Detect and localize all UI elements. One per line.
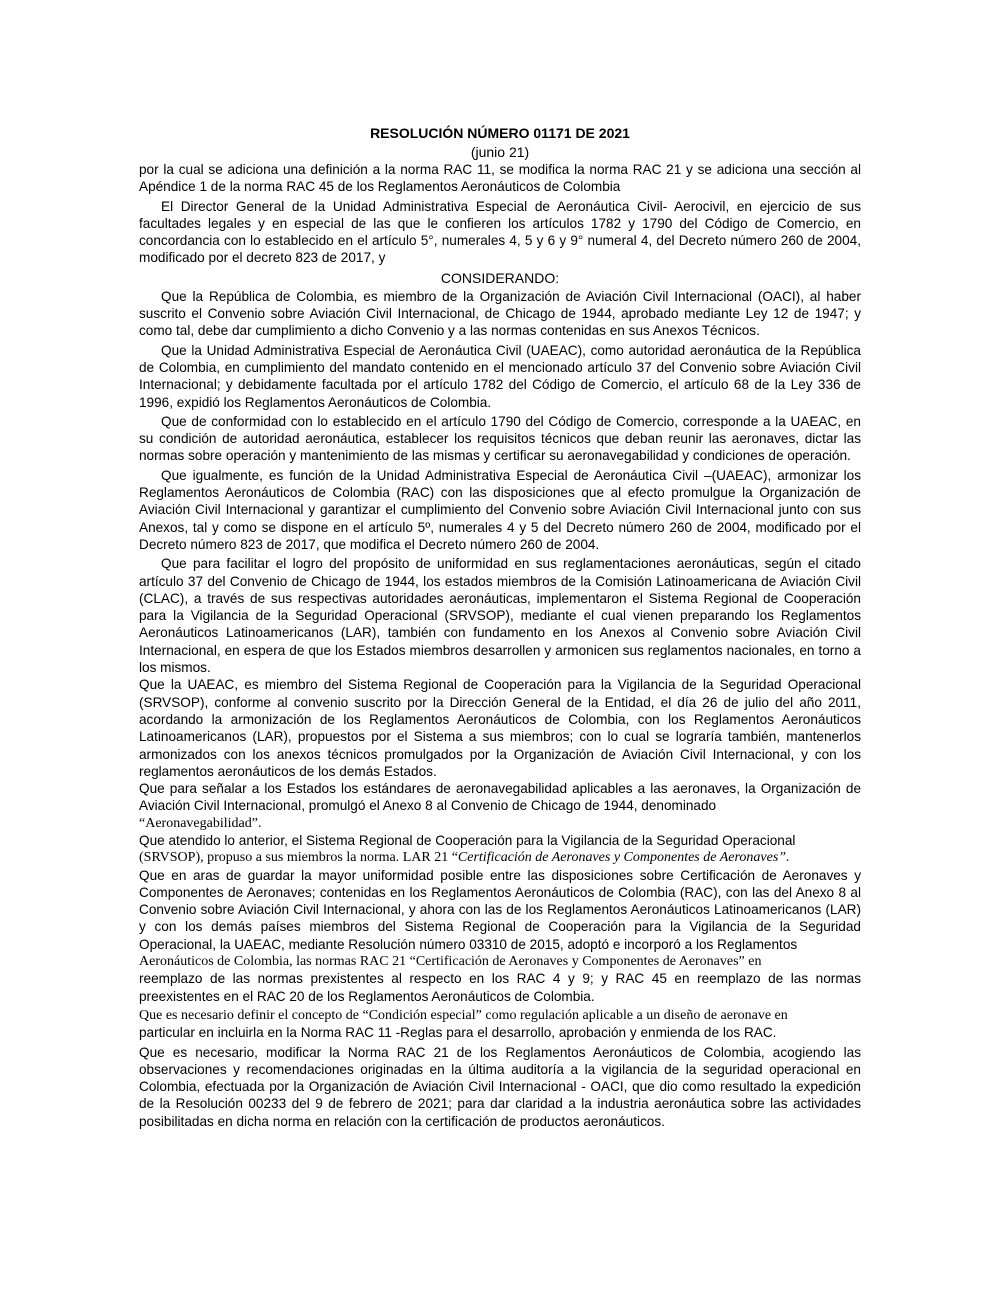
considerando-paragraph-5: Que para facilitar el logro del propósito de uniformidad en sus reglamentaciones aeronáuticas, según el citado artículo 37 del Convenio de Chicago de 1944, los estados miembros de la Comisión Latinoamericana de Aviación Civil (CLAC), a través de sus respectivas autoridades aeronáuticas, implementaron el Sistema Regional de Cooperación para la Vigilancia de la Seguridad Operacional (SRVSOP), mediante el cual vienen preparando los Reglamentos Aeronáuticos Latinoamericanos (LAR), también con fundamento en los Anexos al Convenio sobre Aviación Civil Internacional, en espera de que los Estados miembros desarrollen y armonicen sus reglamentos nacionales, en torno a los mismos. [139,556,861,676]
considerando-paragraph-4: Que igualmente, es función de la Unidad Administrativa Especial de Aeronáutica Civil –(UAEAC), armonizar los Reglamentos Aeronáuticos de Colombia (RAC) con las disposiciones que al efecto promulgue la Organización de Aviación Civil Internacional y garantizar el cumplimiento del Convenio sobre Aviación Civil Internacional junto con sus Anexos, tal y como se dispone en el artículo 5º, numerales 4 y 5 del Decreto número 260 de 2004, modificado por el Decreto número 823 de 2017, que modifica el Decreto número 260 de 2004. [139,467,861,552]
considerando-paragraph-3: Que de conformidad con lo establecido en el artículo 1790 del Código de Comercio, corresponde a la UAEAC, en su condición de autoridad aeronáutica, establecer los requisitos técnicos que deban reunir las aeronaves, dictar las normas sobre operación y mantenimiento de las mismas y certificar su aeronavegabilidad y condiciones de operación. [139,413,861,464]
resolution-title: RESOLUCIÓN NÚMERO 01171 DE 2021 [370,125,630,141]
considerando-paragraph-7: Que para señalar a los Estados los estándares de aeronavegabilidad aplicables a las aeronaves, la Organización de Aviación Civil Internacional, promulgó el Anexo 8 al Convenio de Chicago de 1944, denominado [139,781,861,814]
lar21-title: Certificación de Aeronaves y Componentes de Aeronaves”. [457,850,790,866]
considerando-paragraph-2: Que la Unidad Administrativa Especial de Aeronáutica Civil (UAEAC), como autoridad aeronáutica de la República de Colombia, en cumplimiento del mandato contenido en el mencionado artículo 37 del Convenio sobre Aviación Civil Internacional; y debidamente facultada por el artículo 1782 del Código de Comercio, el artículo 68 de la Ley 336 de 1996, expidió los Reglamentos Aeronáuticos de Colombia. [139,342,861,410]
considerando-paragraph-1: Que la República de Colombia, es miembro de la Organización de Aviación Civil Internacional (OACI), al haber suscrito el Convenio sobre Aviación Civil Internacional, de Chicago de 1944, aprobado mediante Ley 12 de 1947; y como tal, debe dar cumplimiento a dicho Convenio y a las normas contenidas en sus Anexos Técnicos. [139,288,861,339]
preamble-paragraph: El Director General de la Unidad Administrativa Especial de Aeronáutica Civil- Aerocivil, en ejercicio de sus facultades legales y en especial de las que le confieren los artículos 1782 y 1790 del Código de Comercio, en concordancia con lo establecido en el artículo 5°, numerales 4, 5 y 6 y 9° numeral 4, del Decreto número 260 de 2004, modificado por el decreto 823 de 2017, y [139,198,861,266]
considerando-paragraph-10: Que es necesario definir el concepto de “Condición especial” como regulación aplicable a un diseño de aeronave en [139,1007,788,1023]
considerando-paragraph-8-end [139,849,861,866]
considerando-paragraph-8: Que atendido lo anterior, el Sistema Regional de Cooperación para la Vigilancia de la Seguridad Operacional [139,832,796,848]
considerando-paragraph-6: Que la UAEAC, es miembro del Sistema Regional de Cooperación para la Vigilancia de la Seguridad Operacional (SRVSOP), conforme al convenio suscrito por la Dirección General de la Entidad, el día 26 de julio del año 2011, acordando la armonización de los Reglamentos Aeronáuticos de Colombia, con los Reglamentos Aeronáuticos Latinoamericanos (LAR), propuestos por el Sistema a sus miembros; con lo cual se lograría también, mantenerlos armonizados con los anexos técnicos promulgados por la Organización de Aviación Civil Internacional, y con los reglamentos aeronáuticos de los demás Estados. [139,677,861,779]
considerando-paragraph-7-end: “Aeronavegabilidad”. [139,815,262,831]
considerando-paragraph-11: Que es necesario, modificar la Norma RAC 21 de los Reglamentos Aeronáuticos de Colombia, acogiendo las observaciones y recomendaciones originadas en la última auditoría a la vigilancia de la seguridad operacional en Colombia, efectuada por la Organización de Aviación Civil Internacional - OACI, que dio como resultado la expedición de la Resolución 00233 del 9 de febrero de 2021; para dar claridad a la industria aeronáutica sobre las actividades posibilitadas en dicha norma en relación con la certificación de productos aeronáuticos. [139,1044,861,1129]
considerando-paragraph-9-serif-line: Aeronáuticos de Colombia, las normas RAC 21 “Certificación de Aeronaves y Componentes de Aeronaves” en [139,954,762,970]
lar21-intro: (SRVSOP), propuso a sus miembros la norma. LAR 21 “ [139,850,458,866]
document-body [139,124,861,1130]
considerando-paragraph-9: Que en aras de guardar la mayor uniformidad posible entre las disposiciones sobre Certificación de Aeronaves y Componentes de Aeronaves; contenidas en los Reglamentos Aeronáuticos de Colombia (RAC), con las del Anexo 8 al Convenio sobre Aviación Civil Internacional, y ahora con las de los Reglamentos Aeronáuticos Latinoamericanos (LAR) y con los demás países miembros del Sistema Regional de Cooperación para la Vigilancia de la Seguridad Operacional, la UAEAC, mediante Resolución número 03310 de 2015, adoptó e incorporó a los Reglamentos [139,867,861,952]
considerando-paragraph-9-end: reemplazo de las normas prexistentes al respecto en los RAC 4 y 9; y RAC 45 en reemplazo de las normas preexistentes en el RAC 20 de los Reglamentos Aeronáuticos de Colombia. [139,971,861,1004]
resolution-subject: por la cual se adiciona una definición a la norma RAC 11, se modifica la norma RAC 21 y se adiciona una sección al Apéndice 1 de la norma RAC 45 de los Reglamentos Aeronáuticos de Colombia [139,162,861,195]
considerando-heading: CONSIDERANDO: [440,269,560,286]
resolution-date: (junio 21) [470,144,530,160]
considerando-paragraph-10-end: particular en incluirla en la Norma RAC 11 -Reglas para el desarrollo, aprobación y enmienda de los RAC. [139,1025,777,1041]
